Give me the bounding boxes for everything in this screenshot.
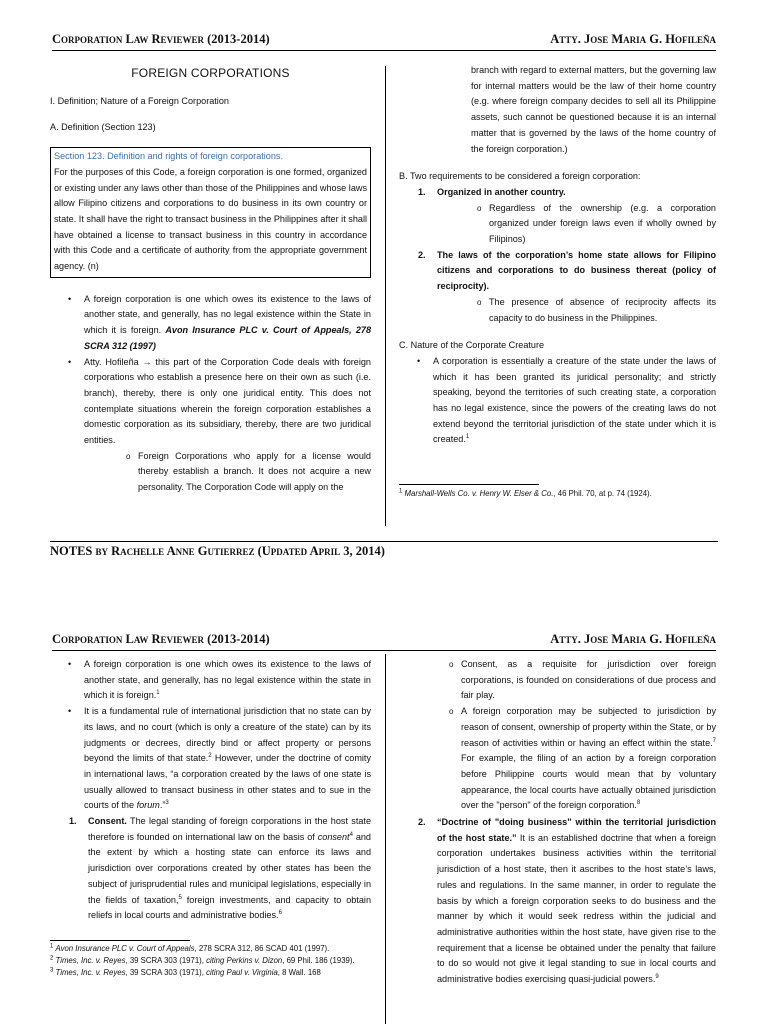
principles-list-cont: [399, 815, 716, 988]
heading-i: I. Definition; Nature of a Foreign Corporation: [50, 95, 229, 106]
heading-a: A. Definition (Section 123): [50, 122, 156, 133]
nature-list: [399, 354, 716, 448]
consent-sub-list: [399, 657, 716, 814]
sub-list: [84, 449, 371, 496]
document-page-2: [0, 600, 768, 1024]
left-column: [50, 66, 371, 496]
list-item: 2. “Doctrine of "doing business" within the territorial jurisdiction of the host state.” It is an established doctrine that when a foreign corporation undertakes business activities within the territorial jurisdiction of a host state, then it ascribes to the host state’s laws, rules and regulations. In the same manner, in order to regulate the basis by which a foreign corporation seeks to do business and the manner by which it would seek redress within the judicial and administrative authorities within the host state, have given rise to the requirement that a license be obtained under the penalty that failure to do so would not give it legal standing to sue in local courts and administrative bodies exercising quasi-judicial powers.$^9$: [418, 817, 716, 985]
header-course-title: Corporation Law Reviewer (2013-2014): [52, 632, 270, 646]
statute-text: For the purposes of this Code, a foreign corporation is one formed, organized or existing under any laws other than those of the Philippines and whose laws allow Filipino citizens and corporations to do business in its own country or state. It shall have the right to transact business in the Philippines after it shall have obtained a license to transact business in this country in accordance with this Code and a certificate of authority from the appropriate government agency. (n): [54, 166, 367, 272]
column-divider: [385, 654, 386, 1024]
column-divider: [385, 66, 386, 526]
list-item: • It is a fundamental rule of international jurisdiction that no state can by its laws, and no court (which is only a creature of the state) can by its judgments or decrees, directly bind or affect property or persons beyond the limits of that state.$^2$ However, under the doctrine of comity in international laws, “a corporation created by the laws of one state is usually allowed to transact business in other states and to sue in the courts of the forum.”$^3$: [50, 704, 371, 814]
footnote: $^1$ Marshall-Wells Co. v. Henry W. Elser & Co., 46 Phil. 70, at p. 74 (1924).: [399, 488, 652, 499]
statute-title: Section 123. Definition and rights of foreign corporations.: [54, 151, 283, 162]
list-item: 2. The laws of the corporation’s home state allows for Filipino citizens and corporations to do business thereat (policy of reciprocity). o The presence of absence of reciprocity affects its capacity to do business in the Philippines.: [399, 248, 716, 327]
sub-list: [437, 201, 716, 248]
case-citation: Avon Insurance PLC v. Court of Appeals, 278 SCRA 312 (1997): [84, 325, 372, 351]
statute-box: [50, 147, 371, 278]
right-column: [399, 657, 716, 988]
running-header: [52, 630, 716, 651]
notes-footer: NOTES by Rachelle Anne Gutierrez (Updated April 3, 2014): [50, 541, 718, 559]
left-column: [50, 657, 371, 979]
header-author: Atty. Jose Maria G. Hofileña: [550, 632, 716, 646]
list-item: • A foreign corporation is one which owes its existence to the laws of another state, and generally, has no legal existence within the State in which it is foreign. Avon Insurance PLC v. Court of Appeals, 278 SCRA 312 (1997): [50, 292, 371, 355]
list-item: 1. Consent. The legal standing of foreign corporations in the host state therefore is founded on international law on the basis of consent$^4$ and the extent by which a hosting state can enforce its laws and jurisdiction over corporations created by other states has been the subject of jurisprudential rules and municipal legislations, especially in the fields of taxation,$^5$ foreign investments, and capacity to obtain reliefs in local courts and administrative bodies.$^6$: [69, 816, 371, 921]
list-item: • A foreign corporation is one which owes its existence to the laws of another state, and generally, has no legal existence within the state in which it is foreign.$^1$: [50, 657, 371, 704]
left-bullets: [50, 292, 371, 496]
list-item: o Regardless of the ownership (e.g. a corporation organized under foreign laws even if wholly owned by Filipinos): [461, 201, 716, 248]
footnote: $^2$ Times, Inc. v. Reyes, 39 SCRA 303 (1971), citing Perkins v. Dizon, 69 Phil. 186 (1939).: [50, 955, 355, 965]
heading-c: C. Nature of the Corporate Creature: [399, 340, 545, 351]
header-author: Atty. Jose Maria G. Hofileña: [550, 32, 716, 46]
right-column: [399, 63, 716, 500]
requirements-list: [399, 185, 716, 326]
principles-list: [50, 814, 371, 924]
list-item: • Atty. Hofileña → this part of the Corporation Code deals with foreign corporations who establish a presence here on their own as such (i.e. branch), thereby, there is only one juridical entity. This does not contemplate situations wherein the foreign corporation establishes a domestic corporation as its subsidiary, thereby, there are two juridical entities. o Foreign Corporations who apply for a license would thereby establish a branch. It does not acquire a new personality. The Corporation Code will apply on the: [50, 355, 371, 496]
running-header: [52, 30, 716, 51]
list-item: o Consent, as a requisite for jurisdiction over foreign corporations, is founded on considerations of due process and fair play.: [433, 657, 716, 704]
list-item: 1. Organized in another country. o Regardless of the ownership (e.g. a corporation organized under foreign laws even if wholly owned by Filipinos): [399, 185, 716, 248]
left-bullets: [50, 657, 371, 814]
footnote-rule: [399, 484, 539, 485]
list-item: o The presence of absence of reciprocity affects its capacity to do business in the Philippines.: [461, 295, 716, 326]
list-item: o Foreign Corporations who apply for a license would thereby establish a branch. It does not acquire a new personality. The Corporation Code will apply on the: [110, 449, 371, 496]
header-course-title: Corporation Law Reviewer (2013-2014): [52, 32, 270, 46]
sub-list: [437, 295, 716, 326]
list-item: o A foreign corporation may be subjected to jurisdiction by reason of consent, ownership of property within the State, or by reason of activities within or having an effect within the state.$^7$ For example, the filing of an action by a foreign corporation before Philippine courts would mean that by voluntary appearance, the local courts have actually obtained jurisdiction over the "person" of the foreign corporation.$^8$: [433, 704, 716, 814]
footnote-rule: [50, 940, 190, 941]
heading-b: B. Two requirements to be considered a foreign corporation:: [399, 171, 641, 182]
footnote: $^1$ Avon Insurance PLC v. Court of Appeals, 278 SCRA 312, 86 SCAD 401 (1997).: [50, 943, 330, 953]
continued-text: branch with regard to external matters, but the governing law for internal matters would be the law of their home country (e.g. where foreign company decides to sell all its Philippine assets, such cannot be questioned because it is an internal matter that is governed by the laws of the home country of the foreign corporation.): [471, 65, 716, 154]
section-title: FOREIGN CORPORATIONS: [131, 66, 290, 80]
footnote: $^3$ Times, Inc. v. Reyes, 39 SCRA 303 (1971), citing Paul v. Virginia, 8 Wall. 168: [50, 967, 321, 977]
list-item: • A corporation is essentially a creature of the state under the laws of which it has been granted its juridical personality; and strictly speaking, beyond the territories of such creating state, a corporation has no legal existence, since the powers of the creating laws do not extend beyond the territorial jurisdiction of the state under which it is created.$^1$: [399, 354, 716, 448]
